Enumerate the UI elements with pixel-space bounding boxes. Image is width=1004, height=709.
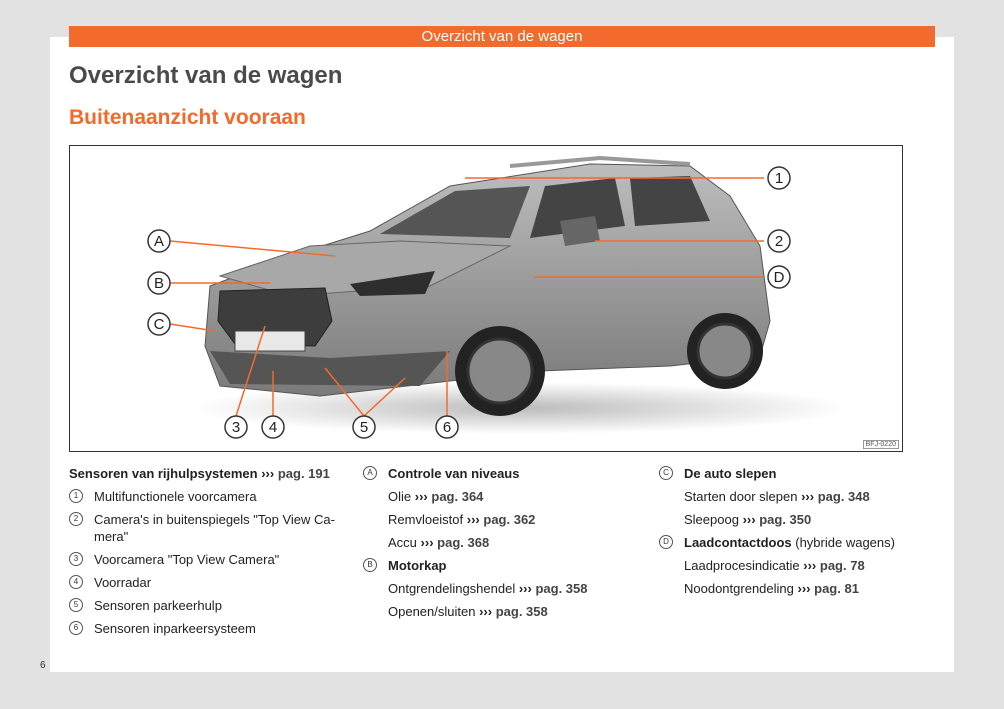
page-ref-link[interactable]: pag. 191: [277, 466, 330, 481]
page-ref-link[interactable]: pag. 78: [819, 558, 865, 573]
section-D-heading: D Laadcontactdoos (hybride wagens): [659, 531, 939, 554]
page-ref-link[interactable]: pag. 350: [759, 512, 812, 527]
letter-badge: C: [659, 466, 673, 480]
list-item: Ontgrendelingshendel ››› pag. 358: [388, 581, 588, 596]
car-drawing: [70, 146, 903, 452]
license-plate: [235, 331, 305, 351]
list-item: Accu ››› pag. 368: [388, 535, 490, 550]
page-ref-link[interactable]: pag. 348: [817, 489, 870, 504]
list-item: 6 Sensoren inparkeersysteem: [69, 617, 349, 640]
number-badge: 1: [69, 489, 83, 503]
callout-2: [768, 230, 790, 252]
list-item: 5 Sensoren parkeerhulp: [69, 594, 349, 617]
page-ref-link[interactable]: pag. 358: [495, 604, 548, 619]
levels-hood-column: [363, 462, 643, 623]
letter-badge: D: [659, 535, 673, 549]
callout-C: [148, 313, 170, 335]
list-item: 4 Voorradar: [69, 571, 349, 594]
callout-3: [225, 416, 247, 438]
svg-text:2: 2: [774, 233, 784, 250]
svg-text:1: 1: [774, 170, 784, 187]
page-ref-link[interactable]: pag. 364: [431, 489, 484, 504]
list-item: Laadprocesindicatie ››› pag. 78: [684, 558, 865, 573]
section-header-bar: Overzicht van de wagen: [69, 26, 935, 47]
list-item: Openen/sluiten ››› pag. 358: [388, 604, 548, 619]
section-A-heading: A Controle van niveaus: [363, 462, 643, 485]
list-item: Sleepoog ››› pag. 350: [684, 512, 812, 527]
svg-text:6: 6: [442, 419, 452, 436]
windshield: [380, 186, 530, 238]
callout-A: [148, 230, 170, 252]
svg-text:D: D: [773, 269, 785, 286]
list-item: 2 Camera's in buitenspiegels "Top View Ca-mera": [69, 508, 349, 548]
side-mirror: [560, 216, 600, 246]
svg-text:B: B: [153, 275, 165, 292]
callout-1: [768, 167, 790, 189]
list-item: 3 Voorcamera "Top View Camera": [69, 548, 349, 571]
section-B-heading: B Motorkap: [363, 554, 643, 577]
list-item: Noodontgrendeling ››› pag. 81: [684, 581, 859, 596]
sensors-column: [69, 462, 349, 640]
svg-text:3: 3: [231, 419, 241, 436]
number-badge: 3: [69, 552, 83, 566]
list-item: Olie ››› pag. 364: [388, 489, 484, 504]
callout-4: [262, 416, 284, 438]
number-badge: 2: [69, 512, 83, 526]
list-item: Starten door slepen ››› pag. 348: [684, 489, 870, 504]
callout-B: [148, 272, 170, 294]
towing-charging-column: [659, 462, 939, 600]
callout-5: [353, 416, 375, 438]
letter-badge: A: [363, 466, 377, 480]
number-badge: 5: [69, 598, 83, 612]
page-ref-link[interactable]: pag. 362: [483, 512, 536, 527]
section-title: Buitenaanzicht vooraan: [69, 106, 306, 129]
section-C-heading: C De auto slepen: [659, 462, 939, 485]
svg-text:5: 5: [359, 419, 369, 436]
figure-code: BFJ-0220: [863, 440, 899, 449]
list-item: Remvloeistof ››› pag. 362: [388, 512, 536, 527]
list-item: 1 Multifunctionele voorcamera: [69, 485, 349, 508]
number-badge: 6: [69, 621, 83, 635]
callout-6: [436, 416, 458, 438]
number-badge: 4: [69, 575, 83, 589]
callout-D: [768, 266, 790, 288]
svg-text:4: 4: [268, 419, 278, 436]
sensors-heading: Sensoren van rijhulpsystemen ››› pag. 191: [69, 462, 349, 485]
page-ref-link[interactable]: pag. 358: [535, 581, 588, 596]
page-title: Overzicht van de wagen: [69, 62, 343, 89]
page-ref-link[interactable]: pag. 368: [437, 535, 490, 550]
svg-text:A: A: [153, 233, 165, 250]
page-number: 6: [40, 660, 46, 671]
letter-badge: B: [363, 558, 377, 572]
car-illustration: [69, 145, 903, 452]
page-ref-link[interactable]: pag. 81: [814, 581, 859, 596]
svg-text:C: C: [153, 316, 165, 333]
